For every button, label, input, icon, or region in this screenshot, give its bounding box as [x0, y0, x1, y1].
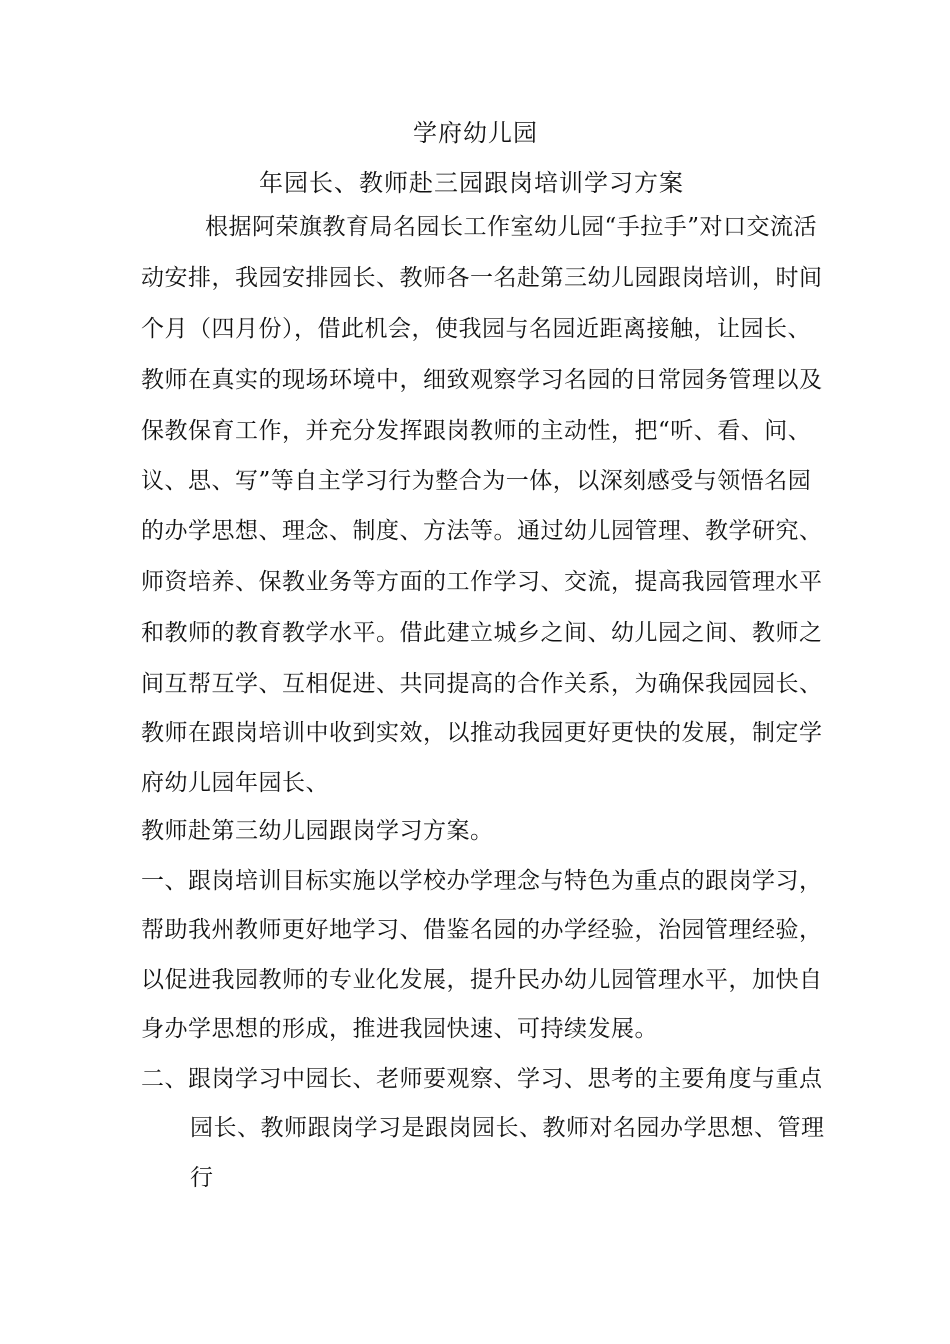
- paragraph-line: 身办学思想的形成，推进我园快速、可持续发展。: [141, 1016, 658, 1042]
- document-title: 学府幼儿园: [413, 119, 538, 147]
- paragraph-line: 教师在跟岗培训中收到实效，以推动我园更好更快的发展，制定学: [141, 720, 823, 746]
- paragraph-line: 个月（四月份），借此机会，使我园与名园近距离接触，让园长、: [141, 316, 811, 342]
- paragraph-line: 行: [190, 1165, 214, 1191]
- paragraph-line: 教师在真实的现场环境中，细致观察学习名园的日常园务管理以及: [141, 367, 823, 393]
- paragraph-line: 根据阿荣旗教育局名园长工作室幼儿园“手拉手”对口交流活: [205, 214, 818, 240]
- section-heading-1: 一、跟岗培训目标实施以学校办学理念与特色为重点的跟岗学习，: [141, 868, 823, 894]
- paragraph-line: 府幼儿园年园长、: [141, 770, 329, 796]
- section-heading-2: 二、跟岗学习中园长、老师要观察、学习、思考的主要角度与重点: [141, 1066, 823, 1092]
- paragraph-line: 师资培养、保教业务等方面的工作学习、交流，提高我园管理水平: [141, 569, 823, 595]
- paragraph-line: 议、思、写”等自主学习行为整合为一体，以深刻感受与领悟名园: [141, 468, 812, 494]
- paragraph-line: 动安排，我园安排园长、教师各一名赴第三幼儿园跟岗培训，时间: [141, 265, 823, 291]
- paragraph-line: 和教师的教育教学水平。借此建立城乡之间、幼儿园之间、教师之: [141, 620, 823, 646]
- paragraph-line: 间互帮互学、互相促进、共同提高的合作关系，为确保我园园长、: [141, 671, 823, 697]
- paragraph-line: 以促进我园教师的专业化发展，提升民办幼儿园管理水平，加快自: [141, 967, 823, 993]
- paragraph-line: 园长、教师跟岗学习是跟岗园长、教师对名园办学思想、管理: [190, 1115, 825, 1141]
- paragraph-line: 教师赴第三幼儿园跟岗学习方案。: [141, 818, 494, 844]
- paragraph-line: 的办学思想、理念、制度、方法等。通过幼儿园管理、教学研究、: [141, 518, 823, 544]
- paragraph-line: 帮助我州教师更好地学习、借鉴名园的办学经验，治园管理经验，: [141, 917, 823, 943]
- paragraph-line: 保教保育工作，并充分发挥跟岗教师的主动性，把“听、看、问、: [141, 418, 812, 444]
- document-subtitle: 年园长、教师赴三园跟岗培训学习方案: [259, 169, 684, 197]
